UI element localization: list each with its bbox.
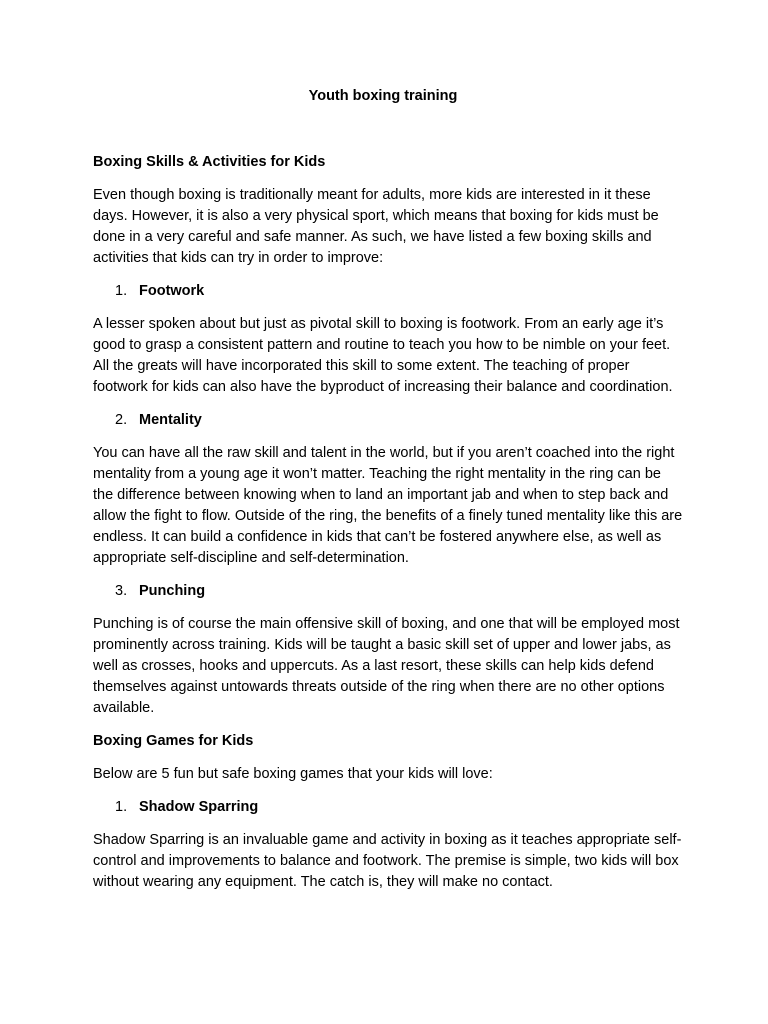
list-number: 3. [115,583,128,599]
section-heading: Boxing Skills & Activities for Kids [93,154,326,170]
list-number: 1. [115,283,128,299]
list-number: 1. [115,799,128,815]
list-item-footwork [93,281,683,302]
section-boxing-skills [93,152,683,719]
list-item-shadow-sparring [93,797,683,818]
document-title: Youth boxing training [308,88,458,104]
list-label: Punching [139,583,206,599]
item-paragraph: Shadow Sparring is an invaluable game and activity in boxing as it teaches appropriate self-control and improvements to balance and footwork. The premise is simple, two kids will box without wearing any equipment. The catch is, they will make no contact. [93,832,682,890]
item-paragraph: You can have all the raw skill and talent in the world, but if you aren’t coached into the right mentality from a young age it won’t matter. Teaching the right mentality in the ring can be the difference between knowing when to land an important jab and when to step back and allow the fight to flow. Outside of the ring, the benefits of a finely tuned mentality like this are endless. It can build a confidence in kids that can’t be fostered anywhere else, as well as appropriate self-discipline and self-determination. [93,445,683,566]
list-number: 2. [115,412,128,428]
section-intro: Even though boxing is traditionally meant for adults, more kids are interested in it these days. However, it is also a very physical sport, which means that boxing for kids must be done in a very careful and safe manner. As such, we have listed a few boxing skills and activities that kids can try in order to improve: [93,187,659,266]
item-paragraph: A lesser spoken about but just as pivotal skill to boxing is footwork. From an early age it’s good to grasp a consistent pattern and routine to teach you how to be nimble on your feet. All the greats will have incorporated this skill to some extent. The teaching of proper footwork for kids can also have the byproduct of increasing their balance and coordination. [93,316,673,395]
list-label: Footwork [139,283,205,299]
list-item-punching [93,581,683,602]
list-item-mentality [93,410,683,431]
section-intro: Below are 5 fun but safe boxing games that your kids will love: [93,766,493,782]
list-label: Shadow Sparring [139,799,259,815]
item-paragraph: Punching is of course the main offensive skill of boxing, and one that will be employed most prominently across training. Kids will be taught a basic skill set of upper and lower jabs, as well as crosses, hooks and uppercuts. As a last resort, these skills can help kids defend themselves against untowards threats outside of the ring when there are no other options available. [93,616,680,716]
document-body [93,152,683,905]
list-label: Mentality [139,412,202,428]
section-boxing-games [93,731,683,893]
section-heading: Boxing Games for Kids [93,733,254,749]
